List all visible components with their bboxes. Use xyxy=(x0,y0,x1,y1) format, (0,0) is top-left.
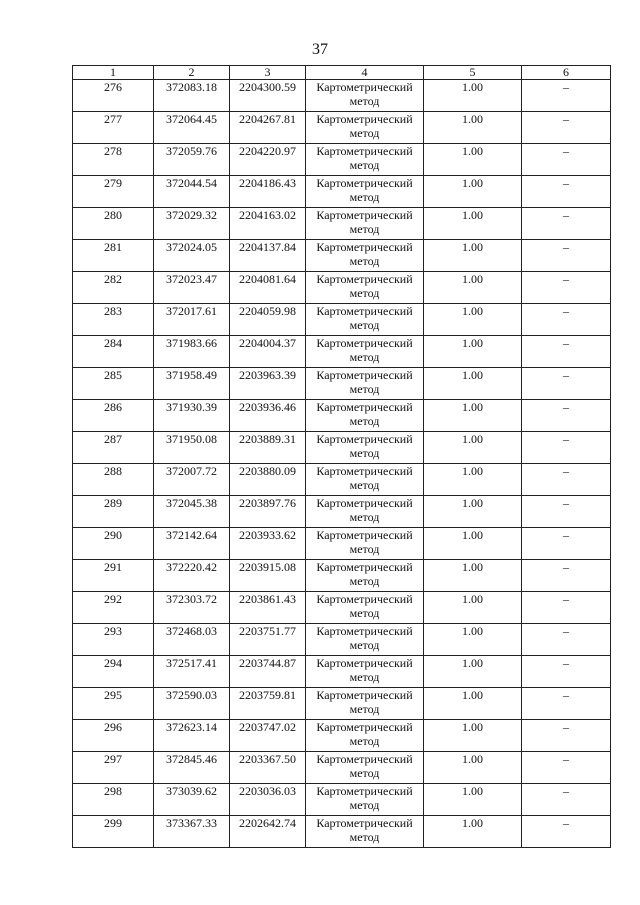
point-number-cell: 279 xyxy=(73,176,154,208)
method-cell: Картометрический метод xyxy=(306,208,424,240)
x-coordinate-cell: 372064.45 xyxy=(154,112,230,144)
y-coordinate-cell: 2203889.31 xyxy=(230,432,306,464)
table-row xyxy=(73,400,611,432)
point-number-cell: 283 xyxy=(73,304,154,336)
method-cell: Картометрический метод xyxy=(306,528,424,560)
column-header: 6 xyxy=(522,66,611,80)
y-coordinate-cell: 2203897.76 xyxy=(230,496,306,528)
accuracy-cell: 1.00 xyxy=(424,720,522,752)
table-row xyxy=(73,528,611,560)
accuracy-cell: 1.00 xyxy=(424,400,522,432)
point-number-cell: 282 xyxy=(73,272,154,304)
method-cell: Картометрический метод xyxy=(306,816,424,848)
x-coordinate-cell: 372029.32 xyxy=(154,208,230,240)
accuracy-cell: 1.00 xyxy=(424,784,522,816)
x-coordinate-cell: 371930.39 xyxy=(154,400,230,432)
note-cell: – xyxy=(522,272,611,304)
accuracy-cell: 1.00 xyxy=(424,528,522,560)
x-coordinate-cell: 372023.47 xyxy=(154,272,230,304)
y-coordinate-cell: 2204004.37 xyxy=(230,336,306,368)
accuracy-cell: 1.00 xyxy=(424,688,522,720)
table-row xyxy=(73,144,611,176)
point-number-cell: 286 xyxy=(73,400,154,432)
method-cell: Картометрический метод xyxy=(306,656,424,688)
accuracy-cell: 1.00 xyxy=(424,816,522,848)
point-number-cell: 280 xyxy=(73,208,154,240)
x-coordinate-cell: 371958.49 xyxy=(154,368,230,400)
y-coordinate-cell: 2204081.64 xyxy=(230,272,306,304)
accuracy-cell: 1.00 xyxy=(424,432,522,464)
header-row xyxy=(73,66,611,80)
note-cell: – xyxy=(522,656,611,688)
y-coordinate-cell: 2203367.50 xyxy=(230,752,306,784)
method-cell: Картометрический метод xyxy=(306,304,424,336)
x-coordinate-cell: 372017.61 xyxy=(154,304,230,336)
x-coordinate-cell: 372517.41 xyxy=(154,656,230,688)
accuracy-cell: 1.00 xyxy=(424,272,522,304)
point-number-cell: 287 xyxy=(73,432,154,464)
point-number-cell: 295 xyxy=(73,688,154,720)
point-number-cell: 299 xyxy=(73,816,154,848)
page-number: 37 xyxy=(312,41,328,58)
coordinates-table xyxy=(72,65,611,848)
accuracy-cell: 1.00 xyxy=(424,624,522,656)
point-number-cell: 290 xyxy=(73,528,154,560)
point-number-cell: 281 xyxy=(73,240,154,272)
x-coordinate-cell: 373367.33 xyxy=(154,816,230,848)
table-row xyxy=(73,464,611,496)
point-number-cell: 291 xyxy=(73,560,154,592)
accuracy-cell: 1.00 xyxy=(424,592,522,624)
accuracy-cell: 1.00 xyxy=(424,560,522,592)
accuracy-cell: 1.00 xyxy=(424,208,522,240)
method-cell: Картометрический метод xyxy=(306,752,424,784)
x-coordinate-cell: 373039.62 xyxy=(154,784,230,816)
x-coordinate-cell: 372220.42 xyxy=(154,560,230,592)
accuracy-cell: 1.00 xyxy=(424,240,522,272)
note-cell: – xyxy=(522,368,611,400)
y-coordinate-cell: 2204300.59 xyxy=(230,80,306,112)
note-cell: – xyxy=(522,784,611,816)
accuracy-cell: 1.00 xyxy=(424,368,522,400)
y-coordinate-cell: 2204220.97 xyxy=(230,144,306,176)
method-cell: Картометрический метод xyxy=(306,720,424,752)
y-coordinate-cell: 2204137.84 xyxy=(230,240,306,272)
accuracy-cell: 1.00 xyxy=(424,752,522,784)
x-coordinate-cell: 372044.54 xyxy=(154,176,230,208)
table-row xyxy=(73,80,611,112)
y-coordinate-cell: 2204059.98 xyxy=(230,304,306,336)
method-cell: Картометрический метод xyxy=(306,432,424,464)
point-number-cell: 276 xyxy=(73,80,154,112)
table-row xyxy=(73,336,611,368)
point-number-cell: 298 xyxy=(73,784,154,816)
point-number-cell: 285 xyxy=(73,368,154,400)
note-cell: – xyxy=(522,304,611,336)
method-cell: Картометрический метод xyxy=(306,464,424,496)
point-number-cell: 297 xyxy=(73,752,154,784)
point-number-cell: 288 xyxy=(73,464,154,496)
point-number-cell: 292 xyxy=(73,592,154,624)
note-cell: – xyxy=(522,208,611,240)
y-coordinate-cell: 2203759.81 xyxy=(230,688,306,720)
table-row xyxy=(73,752,611,784)
note-cell: – xyxy=(522,112,611,144)
point-number-cell: 284 xyxy=(73,336,154,368)
y-coordinate-cell: 2203744.87 xyxy=(230,656,306,688)
method-cell: Картометрический метод xyxy=(306,112,424,144)
column-header: 2 xyxy=(154,66,230,80)
table-row xyxy=(73,784,611,816)
accuracy-cell: 1.00 xyxy=(424,656,522,688)
table-row xyxy=(73,176,611,208)
table-row xyxy=(73,688,611,720)
method-cell: Картометрический метод xyxy=(306,272,424,304)
y-coordinate-cell: 2203861.43 xyxy=(230,592,306,624)
x-coordinate-cell: 372303.72 xyxy=(154,592,230,624)
note-cell: – xyxy=(522,400,611,432)
note-cell: – xyxy=(522,752,611,784)
y-coordinate-cell: 2204186.43 xyxy=(230,176,306,208)
note-cell: – xyxy=(522,496,611,528)
accuracy-cell: 1.00 xyxy=(424,336,522,368)
y-coordinate-cell: 2203747.02 xyxy=(230,720,306,752)
y-coordinate-cell: 2203036.03 xyxy=(230,784,306,816)
table-row xyxy=(73,368,611,400)
note-cell: – xyxy=(522,816,611,848)
note-cell: – xyxy=(522,464,611,496)
method-cell: Картометрический метод xyxy=(306,336,424,368)
point-number-cell: 289 xyxy=(73,496,154,528)
note-cell: – xyxy=(522,560,611,592)
table-row xyxy=(73,656,611,688)
note-cell: – xyxy=(522,624,611,656)
point-number-cell: 296 xyxy=(73,720,154,752)
point-number-cell: 278 xyxy=(73,144,154,176)
table-row xyxy=(73,272,611,304)
y-coordinate-cell: 2203880.09 xyxy=(230,464,306,496)
note-cell: – xyxy=(522,592,611,624)
accuracy-cell: 1.00 xyxy=(424,176,522,208)
x-coordinate-cell: 372007.72 xyxy=(154,464,230,496)
note-cell: – xyxy=(522,336,611,368)
x-coordinate-cell: 372845.46 xyxy=(154,752,230,784)
accuracy-cell: 1.00 xyxy=(424,304,522,336)
x-coordinate-cell: 372590.03 xyxy=(154,688,230,720)
method-cell: Картометрический метод xyxy=(306,688,424,720)
point-number-cell: 293 xyxy=(73,624,154,656)
method-cell: Картометрический метод xyxy=(306,144,424,176)
table-row xyxy=(73,592,611,624)
table-body xyxy=(73,80,611,848)
x-coordinate-cell: 372083.18 xyxy=(154,80,230,112)
table-row xyxy=(73,720,611,752)
table-row xyxy=(73,240,611,272)
column-header: 3 xyxy=(230,66,306,80)
accuracy-cell: 1.00 xyxy=(424,496,522,528)
table-row xyxy=(73,560,611,592)
table-row xyxy=(73,112,611,144)
note-cell: – xyxy=(522,144,611,176)
accuracy-cell: 1.00 xyxy=(424,464,522,496)
point-number-cell: 294 xyxy=(73,656,154,688)
x-coordinate-cell: 372024.05 xyxy=(154,240,230,272)
accuracy-cell: 1.00 xyxy=(424,112,522,144)
table-row xyxy=(73,304,611,336)
method-cell: Картометрический метод xyxy=(306,176,424,208)
point-number-cell: 277 xyxy=(73,112,154,144)
method-cell: Картометрический метод xyxy=(306,240,424,272)
note-cell: – xyxy=(522,176,611,208)
x-coordinate-cell: 372623.14 xyxy=(154,720,230,752)
table-header xyxy=(73,66,611,80)
note-cell: – xyxy=(522,432,611,464)
note-cell: – xyxy=(522,80,611,112)
method-cell: Картометрический метод xyxy=(306,624,424,656)
x-coordinate-cell: 372059.76 xyxy=(154,144,230,176)
y-coordinate-cell: 2204267.81 xyxy=(230,112,306,144)
y-coordinate-cell: 2203915.08 xyxy=(230,560,306,592)
x-coordinate-cell: 372045.38 xyxy=(154,496,230,528)
y-coordinate-cell: 2202642.74 xyxy=(230,816,306,848)
note-cell: – xyxy=(522,688,611,720)
y-coordinate-cell: 2203933.62 xyxy=(230,528,306,560)
method-cell: Картометрический метод xyxy=(306,400,424,432)
method-cell: Картометрический метод xyxy=(306,560,424,592)
table-row xyxy=(73,432,611,464)
x-coordinate-cell: 371950.08 xyxy=(154,432,230,464)
accuracy-cell: 1.00 xyxy=(424,80,522,112)
method-cell: Картометрический метод xyxy=(306,80,424,112)
method-cell: Картометрический метод xyxy=(306,496,424,528)
method-cell: Картометрический метод xyxy=(306,784,424,816)
table-row xyxy=(73,496,611,528)
note-cell: – xyxy=(522,720,611,752)
column-header: 4 xyxy=(306,66,424,80)
table-row xyxy=(73,208,611,240)
table-row xyxy=(73,816,611,848)
y-coordinate-cell: 2204163.02 xyxy=(230,208,306,240)
y-coordinate-cell: 2203751.77 xyxy=(230,624,306,656)
x-coordinate-cell: 372142.64 xyxy=(154,528,230,560)
column-header: 1 xyxy=(73,66,154,80)
y-coordinate-cell: 2203963.39 xyxy=(230,368,306,400)
method-cell: Картометрический метод xyxy=(306,368,424,400)
y-coordinate-cell: 2203936.46 xyxy=(230,400,306,432)
note-cell: – xyxy=(522,528,611,560)
column-header: 5 xyxy=(424,66,522,80)
note-cell: – xyxy=(522,240,611,272)
x-coordinate-cell: 372468.03 xyxy=(154,624,230,656)
accuracy-cell: 1.00 xyxy=(424,144,522,176)
method-cell: Картометрический метод xyxy=(306,592,424,624)
x-coordinate-cell: 371983.66 xyxy=(154,336,230,368)
table-row xyxy=(73,624,611,656)
